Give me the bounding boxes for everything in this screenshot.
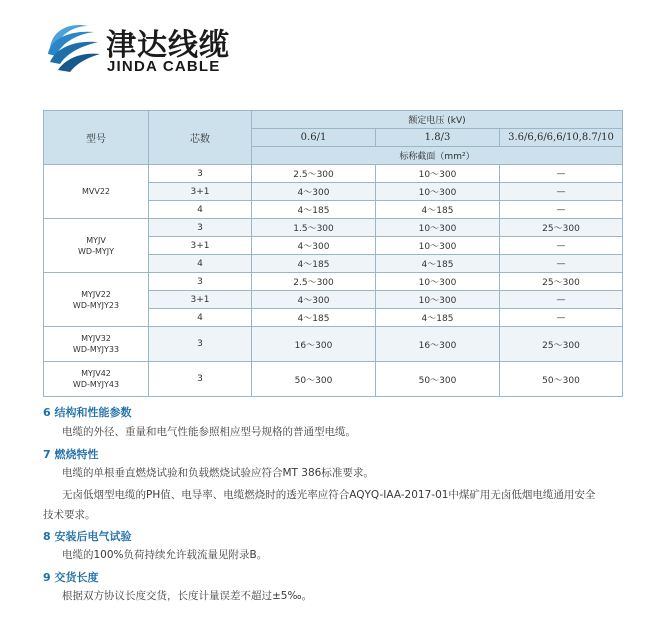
section-title: 6 结构和性能参数: [43, 406, 132, 419]
header-voltage-1: 0.6/1: [252, 129, 376, 147]
section-cell: 25～300: [500, 219, 623, 237]
section-cell: 4～300: [252, 291, 376, 309]
section-paragraph: 技术要求。: [43, 509, 96, 521]
header-rated-voltage: 额定电压 (kV): [252, 111, 623, 129]
cores-cell: 4: [149, 201, 252, 219]
header-section: 标称截面（mm²）: [252, 147, 623, 165]
cores-cell: 4: [149, 309, 252, 327]
section-cell: —: [500, 201, 623, 219]
brand-name-cn: 津达线缆: [106, 28, 230, 63]
section-paragraph: 电缆的外径、重量和电气性能参照相应型号规格的普通型电缆。: [62, 426, 356, 438]
section-title: 7 燃烧特性: [43, 448, 99, 461]
section-cell: 4～185: [376, 201, 500, 219]
brand-name-en: JINDA CABLE: [107, 58, 221, 75]
model-cell: MYJV42 WD-MYJY43: [44, 362, 149, 397]
section-cell: 16～300: [376, 327, 500, 362]
cores-cell: 3: [149, 327, 252, 362]
globe-logo-icon: [44, 18, 104, 74]
section-paragraph: 电缆的单根垂直燃烧试验和负载燃烧试验应符合MT 386标准要求。: [62, 467, 374, 479]
section-paragraph: 电缆的100%负荷持续允许载流量见附录B。: [62, 549, 268, 561]
section-cell: 16～300: [252, 327, 376, 362]
section-paragraph: 无卤低烟型电缆的PH值、电导率、电缆燃烧时的透光率应符合AQYQ-IAA-2017-01中煤矿用无卤低烟电缆通用安全: [62, 489, 596, 501]
cores-cell: 3: [149, 362, 252, 397]
section-cell: —: [500, 309, 623, 327]
section-cell: 50～300: [252, 362, 376, 397]
cores-cell: 4: [149, 255, 252, 273]
table-row: [44, 165, 623, 183]
section-cell: 4～185: [376, 309, 500, 327]
section-cell: 50～300: [500, 362, 623, 397]
header-voltage-3: 3.6/6,6/6,6/10,8.7/10: [500, 129, 623, 147]
brand-logo: [44, 18, 234, 78]
section-cell: 50～300: [376, 362, 500, 397]
section-cell: 2.5～300: [252, 273, 376, 291]
header-voltage-2: 1.8/3: [376, 129, 500, 147]
section-cell: —: [500, 183, 623, 201]
table-row: [44, 219, 623, 237]
section-cell: 10～300: [376, 273, 500, 291]
model-cell: MYJV22 WD-MYJY23: [44, 273, 149, 327]
spec-table: [43, 110, 623, 397]
section-cell: 10～300: [376, 237, 500, 255]
section-cell: 25～300: [500, 327, 623, 362]
section-cell: 10～300: [376, 165, 500, 183]
section-cell: 4～185: [252, 309, 376, 327]
section-title: 9 交货长度: [43, 571, 99, 584]
model-cell: MYJV WD-MYJY: [44, 219, 149, 273]
section-cell: 4～185: [252, 201, 376, 219]
table-row: [44, 327, 623, 362]
section-cell: 4～300: [252, 183, 376, 201]
section-cell: —: [500, 291, 623, 309]
section-cell: 1.5～300: [252, 219, 376, 237]
cores-cell: 3: [149, 165, 252, 183]
section-cell: 4～300: [252, 237, 376, 255]
section-cell: 2.5～300: [252, 165, 376, 183]
cores-cell: 3+1: [149, 237, 252, 255]
section-cell: 10～300: [376, 219, 500, 237]
cores-cell: 3+1: [149, 183, 252, 201]
table-row: [44, 273, 623, 291]
table-row: [44, 362, 623, 397]
section-cell: —: [500, 237, 623, 255]
model-cell: MVV22: [44, 165, 149, 219]
cores-cell: 3+1: [149, 291, 252, 309]
section-cell: 4～185: [252, 255, 376, 273]
header-model: 型号: [44, 111, 149, 165]
section-cell: —: [500, 255, 623, 273]
header-cores: 芯数: [149, 111, 252, 165]
section-cell: 25～300: [500, 273, 623, 291]
section-cell: 10～300: [376, 291, 500, 309]
section-cell: —: [500, 165, 623, 183]
cores-cell: 3: [149, 219, 252, 237]
section-cell: 10～300: [376, 183, 500, 201]
section-paragraph: 根据双方协议长度交货，长度计量误差不超过±5‰。: [62, 590, 313, 602]
section-title: 8 安装后电气试验: [43, 530, 132, 543]
model-cell: MYJV32 WD-MYJY33: [44, 327, 149, 362]
section-cell: 4～185: [376, 255, 500, 273]
cores-cell: 3: [149, 273, 252, 291]
